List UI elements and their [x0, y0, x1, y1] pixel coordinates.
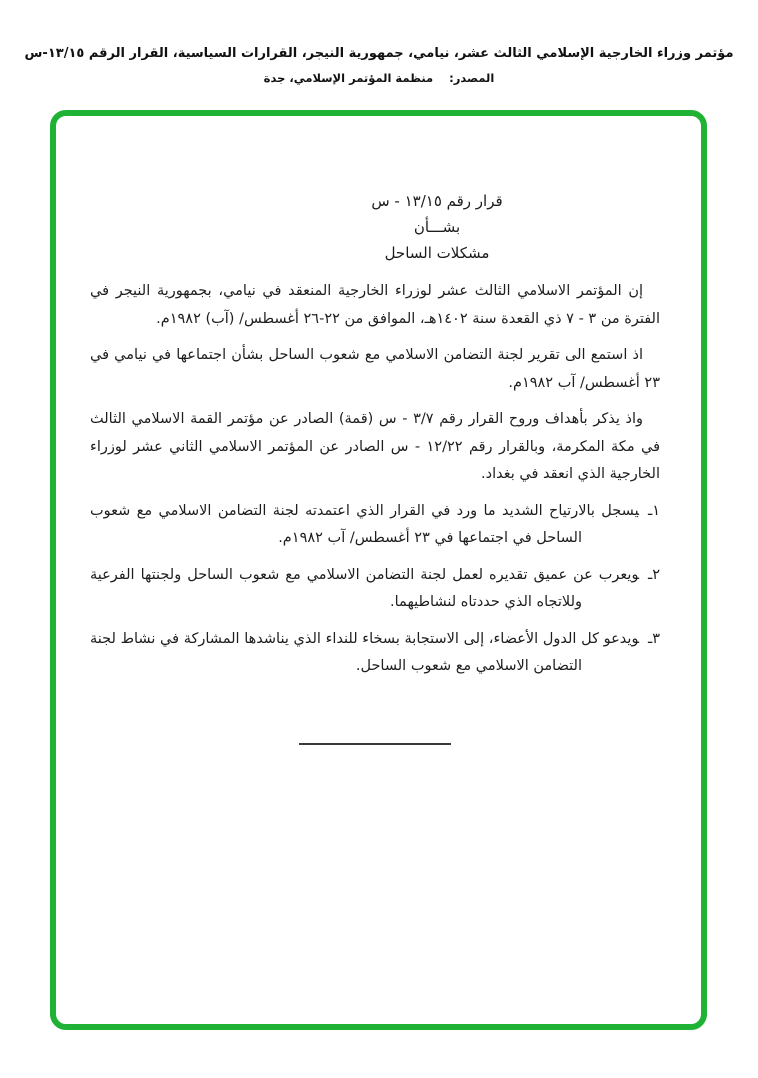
list-item [90, 626, 660, 681]
resolution-subject-title: مشكلات الساحل [384, 244, 490, 262]
item-number: ٣ـ [647, 630, 660, 647]
end-divider [299, 743, 451, 745]
preamble-paragraph: واذ يذكر بأهداف وروح القرار رقم ٣/٧ - س (قمة) الصادر عن مؤتمر القمة الاسلامي الثالث في مكة المكرمة، وبالقرار رقم ١٢/٢٢ - س الصادر عن المؤتمر الاسلامي الثاني عشر لوزراء الخارجية الذي انعقد في بغداد. [90, 411, 661, 482]
item-text: يسجل بالارتياح الشديد ما ورد في القرار الذي اعتمدته لجنة التضامن الاسلامي مع شعوب الساحل في اجتماعها في ٢٣ أغسطس/ آب ١٩٨٢م. [90, 502, 639, 546]
item-text: ويدعو كل الدول الأعضاء، إلى الاستجابة بسخاء للنداء الذي يناشدها المشاركة في نشاط لجنة التضامن الاسلامي مع شعوب الساحل. [90, 630, 639, 674]
operative-items [90, 498, 660, 681]
document-header [0, 0, 758, 85]
resolution-body [56, 116, 701, 745]
item-text: ويعرب عن عميق تقديره لعمل لجنة التضامن الاسلامي مع شعوب الساحل ولجنتها الفرعية وللاتجاه الذي حددتاه لنشاطيهما. [90, 566, 639, 610]
list-item [90, 562, 660, 617]
resolution-number-title: قرار رقم ١٣/١٥ - س [371, 192, 503, 210]
item-number: ١ـ [647, 502, 660, 519]
resolution-title-block [152, 188, 722, 266]
preamble-paragraph: اذ استمع الى تقرير لجنة التضامن الاسلامي مع شعوب الساحل بشأن اجتماعها في نيامي في ٢٣ أغسطس/ آب ١٩٨٢م. [90, 347, 660, 391]
source-value: منظمة المؤتمر الإسلامي، جدة [263, 71, 434, 85]
list-item [90, 498, 660, 553]
source-label: المصدر: [449, 71, 495, 85]
preamble-section [90, 278, 660, 489]
resolution-frame [50, 110, 707, 1030]
item-number: ٢ـ [647, 566, 660, 583]
citation-line: مؤتمر وزراء الخارجية الإسلامي الثالث عشر، نيامي، جمهورية النيجر، القرارات السياسية، القرار الرقم ١٣/١٥-س [24, 46, 734, 61]
resolution-regarding-title: بشـــأن [413, 218, 461, 236]
preamble-paragraph: إن المؤتمر الاسلامي الثالث عشر لوزراء الخارجية المنعقد في نيامي، بجمهورية النيجر في الفترة من ٣ - ٧ ذي القعدة سنة ١٤٠٢هـ، الموافق من ٢٢-٢٦ أغسطس/ (آب) ١٩٨٢م. [90, 283, 660, 327]
source-line [0, 71, 758, 85]
